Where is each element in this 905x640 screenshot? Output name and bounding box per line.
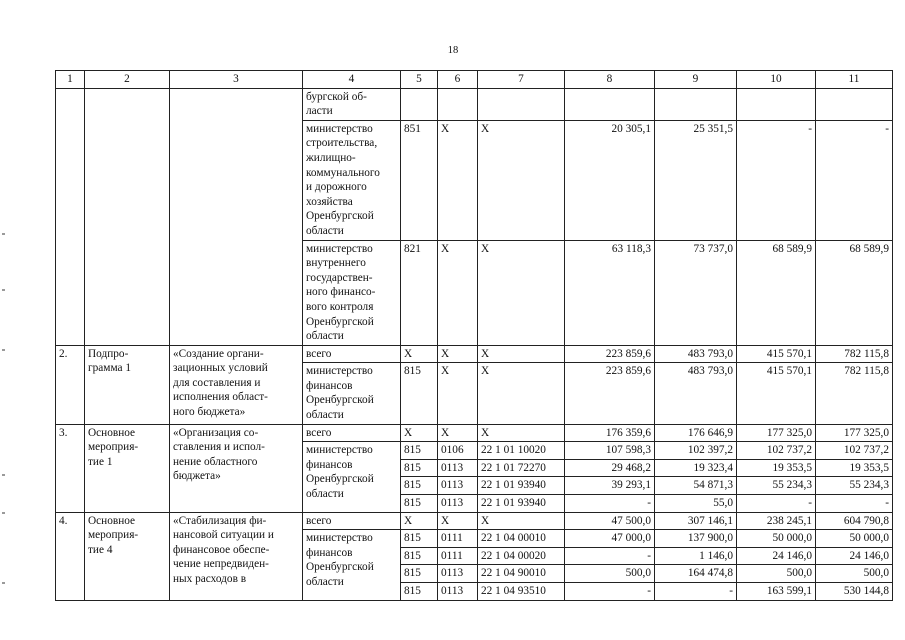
scan-mark: [2, 582, 5, 584]
table-row: [56, 345, 893, 363]
cell-recipient: министерство финансов Оренбургской области: [303, 363, 401, 424]
cell-code: Х: [438, 345, 478, 363]
column-number: 6: [438, 71, 478, 89]
scan-mark: [2, 289, 5, 291]
column-number: 2: [85, 71, 170, 89]
cell-amount: -: [565, 583, 655, 601]
column-number: 3: [170, 71, 303, 89]
cell-code: Х: [438, 424, 478, 442]
cell-amount: 39 293,1: [565, 477, 655, 495]
cell-amount: 223 859,6: [565, 363, 655, 424]
cell-code: Х: [478, 120, 565, 240]
column-number: 5: [401, 71, 438, 89]
cell-code: Х: [478, 240, 565, 345]
table-row: [56, 88, 893, 120]
cell-empty: [565, 88, 655, 120]
cell-empty: [401, 88, 438, 120]
cell-empty: [56, 88, 85, 345]
header-row: [56, 71, 893, 89]
cell-recipient: бургской об- ласти: [303, 88, 401, 120]
cell-code: 815: [401, 583, 438, 601]
cell-code: 815: [401, 547, 438, 565]
cell-status: Основное мероприя- тие 4: [85, 512, 170, 600]
cell-amount: 19 323,4: [655, 459, 737, 477]
cell-amount: -: [565, 495, 655, 513]
cell-code: Х: [438, 512, 478, 530]
cell-name: «Создание органи- зационных условий для составления и исполнения област- ного бюджета»: [170, 345, 303, 424]
cell-code: 22 1 01 93940: [478, 477, 565, 495]
cell-code: 22 1 04 93510: [478, 583, 565, 601]
cell-amount: 177 325,0: [737, 424, 816, 442]
cell-recipient: всего: [303, 345, 401, 363]
cell-status: Подпро- грамма 1: [85, 345, 170, 424]
cell-empty: [655, 88, 737, 120]
cell-amount: 54 871,3: [655, 477, 737, 495]
column-number: 11: [816, 71, 893, 89]
cell-amount: 20 305,1: [565, 120, 655, 240]
cell-row-number: 3.: [56, 424, 85, 512]
cell-amount: 107 598,3: [565, 442, 655, 460]
cell-amount: 307 146,1: [655, 512, 737, 530]
cell-code: 851: [401, 120, 438, 240]
cell-code: 22 1 04 00010: [478, 530, 565, 548]
cell-code: 815: [401, 495, 438, 513]
cell-amount: 782 115,8: [816, 363, 893, 424]
cell-amount: 500,0: [816, 565, 893, 583]
cell-code: 815: [401, 363, 438, 424]
cell-code: 815: [401, 565, 438, 583]
scan-mark: [2, 233, 5, 235]
cell-amount: 24 146,0: [737, 547, 816, 565]
cell-amount: 163 599,1: [737, 583, 816, 601]
cell-recipient: министерство финансов Оренбургской области: [303, 442, 401, 512]
cell-code: Х: [438, 120, 478, 240]
cell-code: Х: [478, 424, 565, 442]
table-row: [56, 512, 893, 530]
cell-amount: -: [655, 583, 737, 601]
cell-amount: 223 859,6: [565, 345, 655, 363]
cell-amount: 55 234,3: [737, 477, 816, 495]
cell-amount: 500,0: [565, 565, 655, 583]
cell-amount: 19 353,5: [737, 459, 816, 477]
column-number: 7: [478, 71, 565, 89]
cell-code: 0113: [438, 459, 478, 477]
cell-code: Х: [478, 512, 565, 530]
cell-code: Х: [401, 512, 438, 530]
cell-row-number: 2.: [56, 345, 85, 424]
cell-code: Х: [438, 240, 478, 345]
cell-code: Х: [401, 345, 438, 363]
cell-recipient: всего: [303, 424, 401, 442]
cell-empty: [170, 88, 303, 345]
cell-amount: 55,0: [655, 495, 737, 513]
cell-empty: [85, 88, 170, 345]
column-number: 8: [565, 71, 655, 89]
page-number: 18: [447, 45, 459, 56]
column-number: 4: [303, 71, 401, 89]
cell-code: 815: [401, 459, 438, 477]
cell-amount: 50 000,0: [737, 530, 816, 548]
cell-amount: 177 325,0: [816, 424, 893, 442]
cell-code: 0113: [438, 495, 478, 513]
cell-status: Основное мероприя- тие 1: [85, 424, 170, 512]
scan-mark: [2, 474, 5, 476]
cell-amount: -: [816, 495, 893, 513]
cell-amount: 50 000,0: [816, 530, 893, 548]
cell-code: 821: [401, 240, 438, 345]
cell-amount: 24 146,0: [816, 547, 893, 565]
cell-amount: 19 353,5: [816, 459, 893, 477]
cell-amount: 47 000,0: [565, 530, 655, 548]
cell-amount: 102 737,2: [737, 442, 816, 460]
cell-amount: 47 500,0: [565, 512, 655, 530]
cell-name: «Организация со- ставления и испол- нение областного бюджета»: [170, 424, 303, 512]
cell-amount: 63 118,3: [565, 240, 655, 345]
cell-code: 22 1 01 10020: [478, 442, 565, 460]
cell-amount: 68 589,9: [737, 240, 816, 345]
cell-code: 815: [401, 530, 438, 548]
cell-amount: 415 570,1: [737, 363, 816, 424]
cell-code: 0111: [438, 530, 478, 548]
cell-empty: [478, 88, 565, 120]
cell-code: 22 1 04 90010: [478, 565, 565, 583]
cell-amount: 102 397,2: [655, 442, 737, 460]
cell-amount: 483 793,0: [655, 363, 737, 424]
column-number: 10: [737, 71, 816, 89]
cell-amount: 102 737,2: [816, 442, 893, 460]
cell-amount: 176 646,9: [655, 424, 737, 442]
cell-amount: 530 144,8: [816, 583, 893, 601]
table-row: [56, 424, 893, 442]
cell-amount: 1 146,0: [655, 547, 737, 565]
cell-code: 22 1 01 93940: [478, 495, 565, 513]
cell-amount: -: [737, 495, 816, 513]
cell-code: 22 1 01 72270: [478, 459, 565, 477]
column-number: 1: [56, 71, 85, 89]
cell-empty: [737, 88, 816, 120]
cell-recipient: министерство внутреннего государствен- ного финансо- вого контроля Оренбургской области: [303, 240, 401, 345]
cell-code: 815: [401, 477, 438, 495]
cell-amount: 782 115,8: [816, 345, 893, 363]
cell-recipient: министерство финансов Оренбургской области: [303, 530, 401, 600]
cell-amount: 25 351,5: [655, 120, 737, 240]
cell-code: Х: [438, 363, 478, 424]
cell-code: 0111: [438, 547, 478, 565]
scan-mark: [2, 349, 5, 351]
cell-amount: 137 900,0: [655, 530, 737, 548]
cell-code: 815: [401, 442, 438, 460]
scan-mark: [2, 512, 5, 514]
cell-amount: 238 245,1: [737, 512, 816, 530]
cell-amount: 29 468,2: [565, 459, 655, 477]
cell-code: 0113: [438, 477, 478, 495]
cell-recipient: министерство строительства, жилищно- коммунального и дорожного хозяйства Оренбургской области: [303, 120, 401, 240]
column-number: 9: [655, 71, 737, 89]
cell-code: 22 1 04 00020: [478, 547, 565, 565]
cell-name: «Стабилизация фи- нансовой ситуации и финансовое обеспе- чение непредвиден- ных расходов в: [170, 512, 303, 600]
cell-empty: [816, 88, 893, 120]
cell-amount: 604 790,8: [816, 512, 893, 530]
cell-amount: 500,0: [737, 565, 816, 583]
cell-row-number: 4.: [56, 512, 85, 600]
cell-amount: -: [737, 120, 816, 240]
cell-amount: 483 793,0: [655, 345, 737, 363]
cell-amount: 68 589,9: [816, 240, 893, 345]
cell-amount: 73 737,0: [655, 240, 737, 345]
cell-amount: -: [816, 120, 893, 240]
cell-amount: 176 359,6: [565, 424, 655, 442]
cell-recipient: всего: [303, 512, 401, 530]
cell-amount: 415 570,1: [737, 345, 816, 363]
cell-amount: 164 474,8: [655, 565, 737, 583]
cell-amount: 55 234,3: [816, 477, 893, 495]
cell-code: 0106: [438, 442, 478, 460]
cell-code: Х: [478, 363, 565, 424]
budget-table: [55, 70, 893, 601]
cell-empty: [438, 88, 478, 120]
cell-amount: -: [565, 547, 655, 565]
cell-code: 0113: [438, 583, 478, 601]
cell-code: Х: [478, 345, 565, 363]
cell-code: 0113: [438, 565, 478, 583]
cell-code: Х: [401, 424, 438, 442]
